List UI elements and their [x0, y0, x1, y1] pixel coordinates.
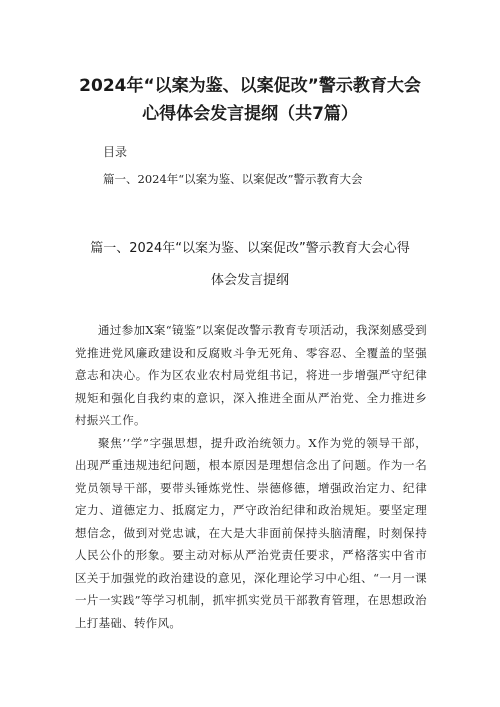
section-title-line-1: 篇一、2024年“以案为鉴、以案促改”警示教育大会心得 — [90, 241, 410, 256]
body-text — [75, 319, 427, 634]
body-paragraph-2: 聚焦’‘学”字强思想，提升政治统领力。X作为党的领导干部，出现严重违规违纪问题，根本原因是理想信念出了问题。作为一名党员领导干部，要带头锤炼党性、崇德修德，增强政治定力、纪律定力、道德定力、抵腐定力，严守政治纪律和政治规矩。要坚定理想信念，做到对党忠诚，在大是大非面前保持头脑清醒，时刻保持人民公仆的形象。要主动对标从严治党责任要求，严格落实中省市区关于加强党的政治建设的意见，深化理论学习中心组、“一月一课一片一实践”等学习机制，抓牢抓实党员干部教育管理，在思想政治上打基础、转作风。 — [75, 435, 427, 630]
document-title-line-1: 2024年“以案为鉴、以案促改”警示教育大会 — [79, 76, 421, 96]
body-paragraph-1: 通过参加X案“镜鉴”以案促改警示教育专项活动，我深刻感受到党推进党风廉政建设和反腐败斗争无死角、零容忍、全覆盖的坚强意志和决心。作为区农业农村局党组书记，将进一步增强严守纪律规矩和强化自我约束的意识，深入推进全面从严治党、全力推进乡村振兴工作。 — [75, 323, 427, 427]
toc-heading: 目录 — [103, 145, 128, 159]
section-title — [40, 233, 460, 297]
toc-item-1[interactable]: 篇一、2024年“以案为鉴、以案促改”警示教育大会 — [103, 172, 363, 186]
section-title-line-2: 体会发言提纲 — [210, 273, 289, 288]
document-title-line-2: 心得体会发言提纲（共7篇） — [142, 104, 358, 124]
document-title — [40, 72, 460, 128]
